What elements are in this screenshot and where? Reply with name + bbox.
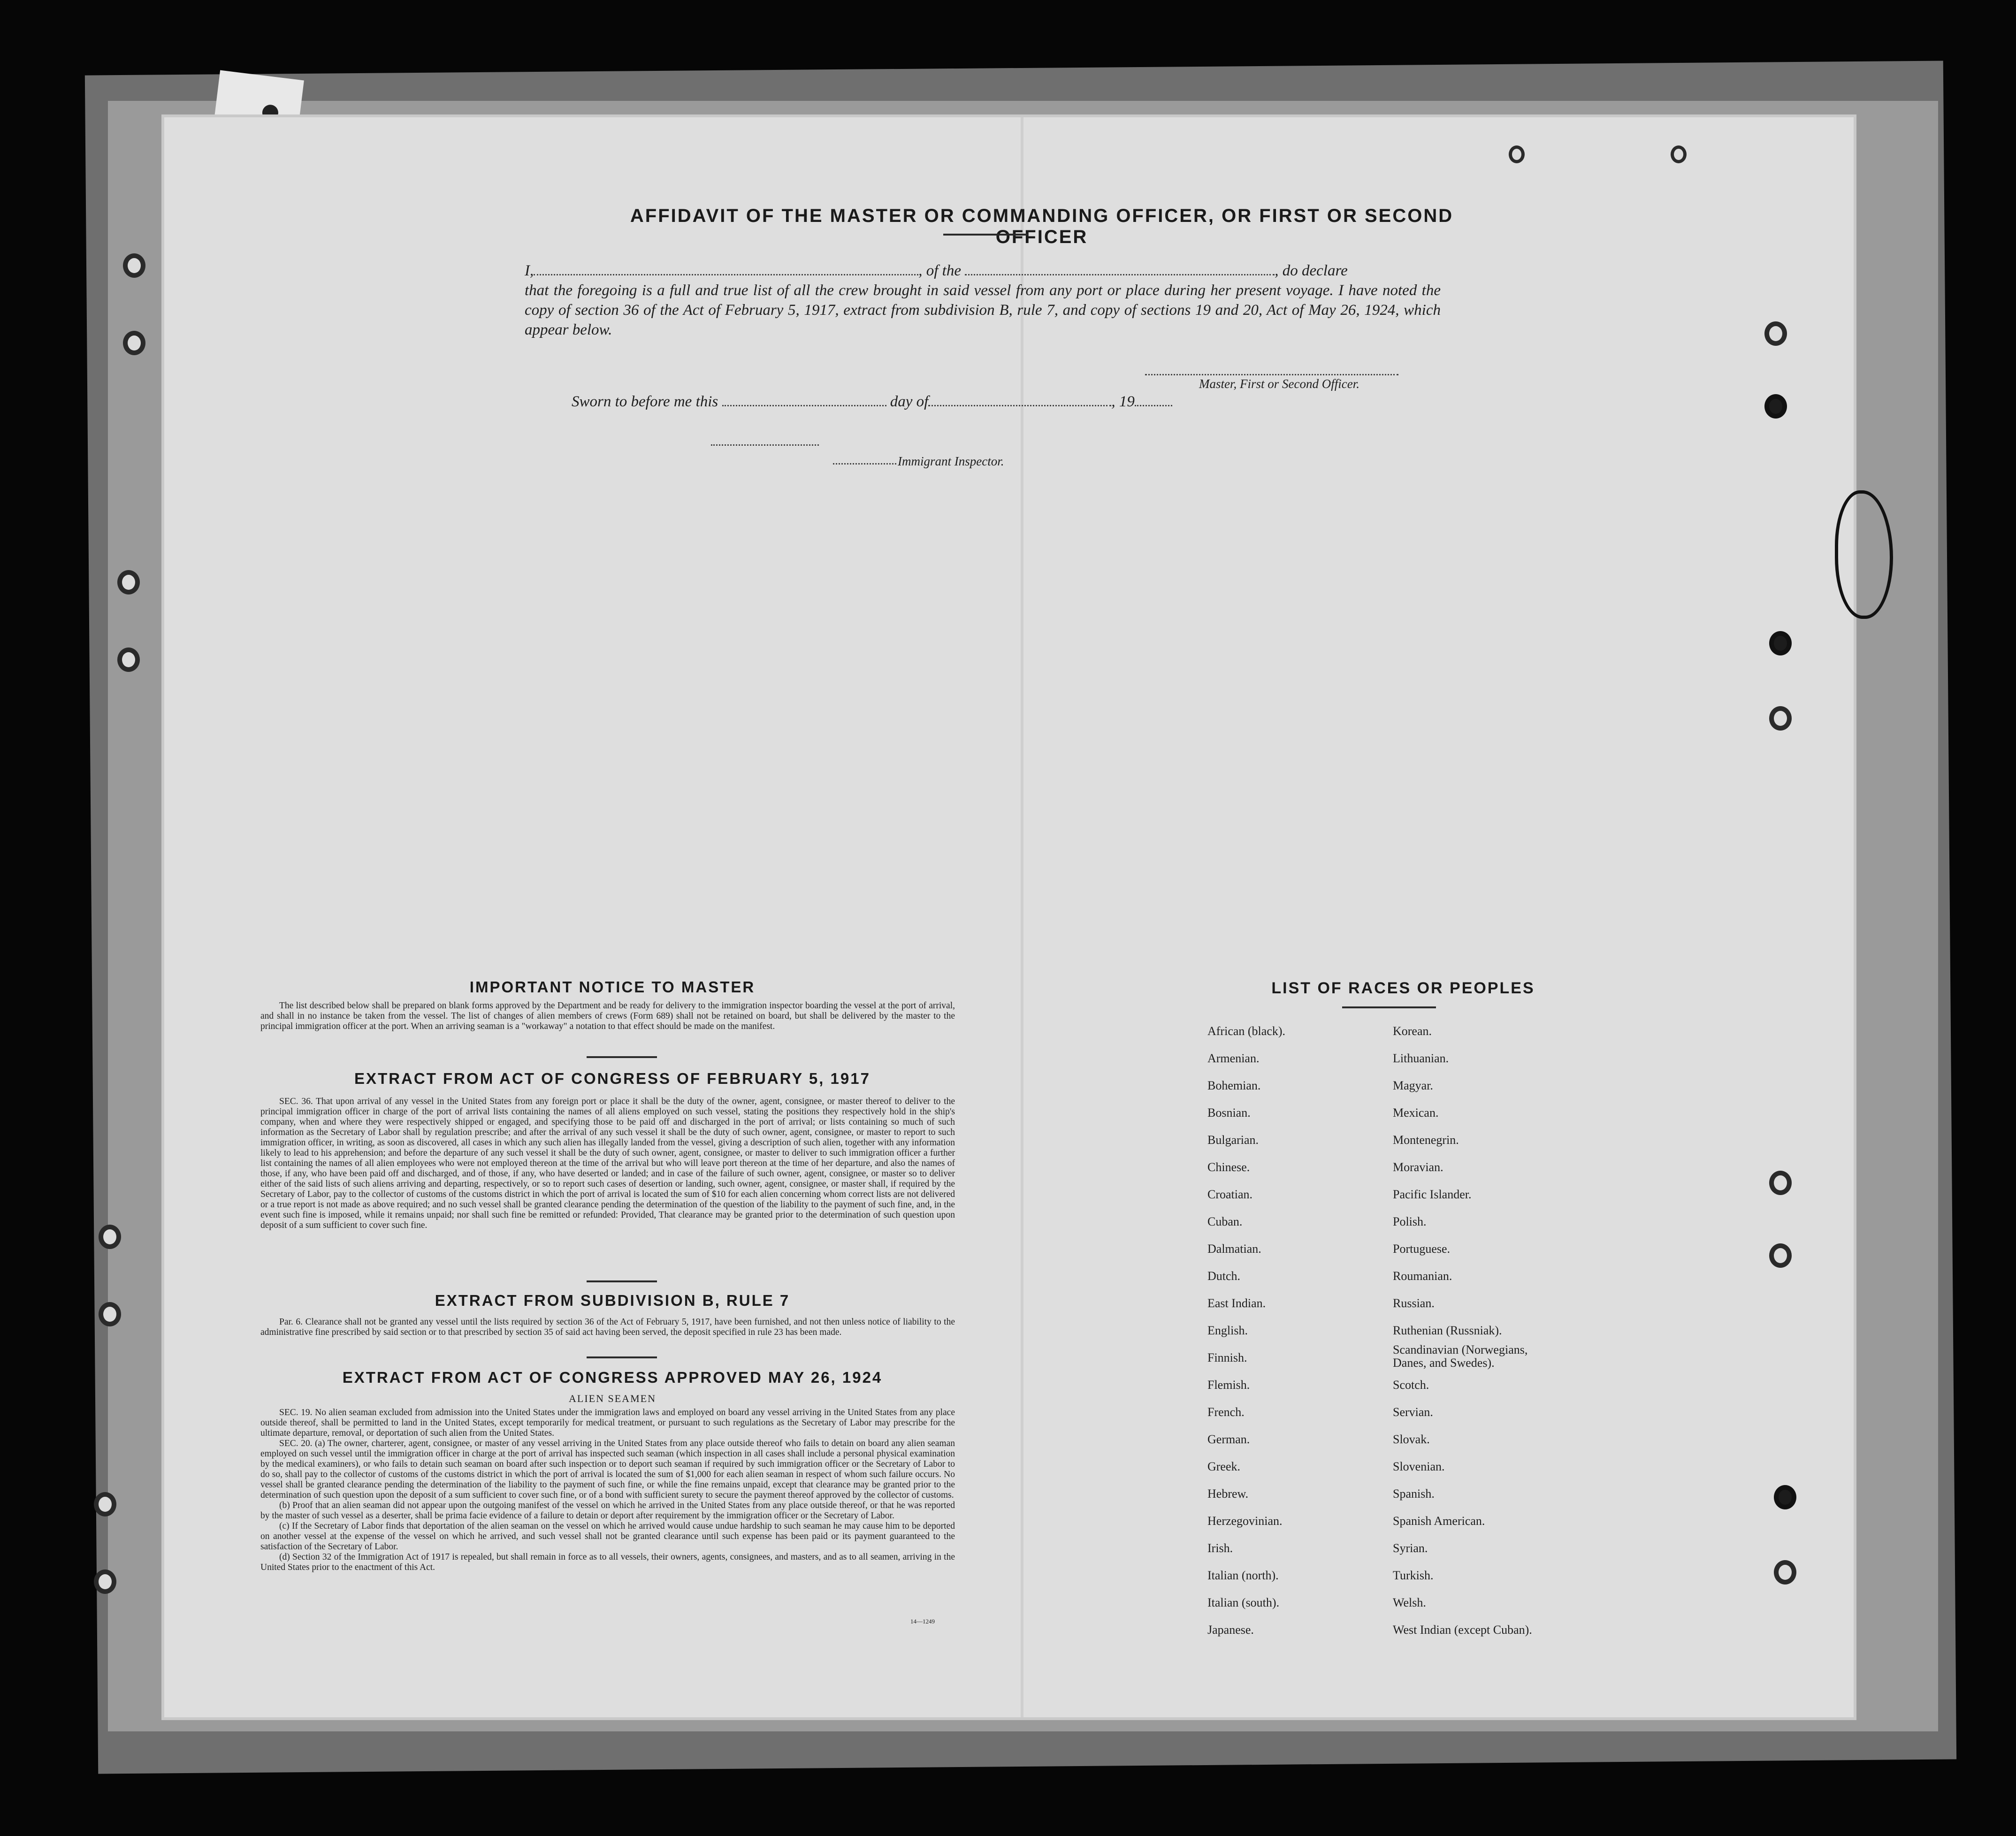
page-fold (1021, 117, 1023, 1717)
race-entry: Lithuanian. (1393, 1051, 1449, 1065)
extract-1917-title: EXTRACT FROM ACT OF CONGRESS OF FEBRUARY 5, 1917 (354, 1070, 871, 1087)
punch-hole (1769, 1243, 1792, 1268)
race-entry: Syrian. (1393, 1541, 1428, 1555)
race-entry: Scotch. (1393, 1378, 1429, 1392)
inspector-signature-line (711, 444, 819, 446)
extract-1924-body (260, 1408, 955, 1573)
name-blank (534, 264, 918, 275)
race-entry: Scandinavian (Norwegians, Danes, and Swedes). (1393, 1343, 1528, 1370)
day-blank (722, 395, 886, 406)
master-signature-line (1145, 374, 1398, 375)
race-entry: Armenian. (1207, 1051, 1260, 1065)
race-entry: Slovenian. (1393, 1460, 1445, 1473)
extract-rule7-title: EXTRACT FROM SUBDIVISION B, RULE 7 (435, 1292, 790, 1309)
extract-1917-body (260, 1097, 955, 1231)
punch-hole (94, 1492, 116, 1516)
sworn-prefix: Sworn to before me this (572, 393, 718, 410)
alien-seamen-subtitle: ALIEN SEAMEN (569, 1393, 656, 1404)
notice-body (260, 1001, 955, 1032)
punch-hole (117, 648, 140, 672)
form-number: 14—1249 (910, 1618, 935, 1625)
punch-hole (1769, 631, 1792, 655)
race-entry: Dalmatian. (1207, 1242, 1261, 1256)
punch-hole (1671, 145, 1687, 163)
races-title: LIST OF RACES OR PEOPLES (1271, 979, 1535, 997)
race-entry: German. (1207, 1432, 1250, 1446)
punch-hole (1509, 145, 1525, 163)
race-entry: Servian. (1393, 1405, 1433, 1419)
race-entry: Mexican. (1393, 1106, 1439, 1120)
punch-hole (123, 253, 145, 278)
race-entry: Bosnian. (1207, 1106, 1251, 1120)
sec-20d-text: (d) Section 32 of the Immigration Act of 1917 is repealed, but shall remain in force as to all vessels, their owners, agents, consignees, and masters, and as to all seamen, arriving in the United States prior to the enactment of this Act. (260, 1552, 955, 1572)
race-entry: East Indian. (1207, 1296, 1266, 1310)
race-entry: Finnish. (1207, 1351, 1247, 1364)
races-divider (1342, 1006, 1436, 1008)
day-of-label: day of (890, 393, 929, 410)
month-blank (928, 395, 1111, 406)
race-entry: Spanish American. (1393, 1514, 1485, 1528)
affidavit-do-declare: , do declare (1275, 262, 1348, 279)
sec-20b-text: (b) Proof that an alien seaman did not appear upon the outgoing manifest of the vessel on which he arrived in the United States from any place outside thereof, or that he was reported by the master of such vessel as a deserter, shall be prima facie evidence of a failure to detain or deport after requirement by the immigration officer or the Secretary of Labor. (260, 1501, 955, 1521)
affidavit-i: I, (525, 262, 534, 279)
sec-20c-text: (c) If the Secretary of Labor finds that deportation of the alien seaman on the vessel on which he arrived would cause undue hardship to such seaman he may cause him to be deported on another vessel at the expense of the vessel on which he arrived, and such vessel shall not be granted clearance until such expense has been paid or its payment guaranteed to the satisfaction of the Secretary of Labor. (260, 1521, 955, 1552)
race-entry: Irish. (1207, 1541, 1233, 1555)
section-divider (587, 1356, 657, 1358)
affidavit-statement: that the foregoing is a full and true list of all the crew brought in said vessel from any port or place during her present voyage. I have noted the copy of section 36 of the Act of February 5, 1917, extract from subdivision B, rule 7, and copy of sections 19 and 20, Act of May 26, 1924, which appear below. (525, 282, 1441, 338)
race-entry: Russian. (1393, 1296, 1435, 1310)
punch-hole (123, 331, 145, 355)
race-entry: Bohemian. (1207, 1079, 1261, 1092)
race-entry: Portuguese. (1393, 1242, 1451, 1256)
punch-hole (94, 1569, 116, 1594)
section-divider (587, 1056, 657, 1058)
race-entry: Hebrew. (1207, 1487, 1249, 1501)
race-entry: Pacific Islander. (1393, 1188, 1472, 1201)
race-entry: Herzegovinian. (1207, 1514, 1283, 1528)
punch-hole (1774, 1560, 1796, 1585)
punch-hole (1774, 1485, 1796, 1509)
race-entry: Japanese. (1207, 1623, 1254, 1637)
race-entry: Magyar. (1393, 1079, 1433, 1092)
punch-hole (117, 570, 140, 594)
inspector-label: Immigrant Inspector. (898, 454, 1004, 468)
punch-hole (1764, 394, 1787, 419)
punch-hole (99, 1225, 121, 1249)
par-6-text: Par. 6. Clearance shall not be granted any vessel until the lists required by section 36 of the Act of February 5, 1917, have been furnished, and not then unless notice of liability to the administrative fine prescribed by said section or to that prescribed by section 35 of said act having been served, the deposit specified in rule 23 has been made. (260, 1317, 955, 1337)
race-entry: Polish. (1393, 1215, 1427, 1228)
affidavit-title: AFFIDAVIT OF THE MASTER OR COMMANDING OFFICER, OR FIRST OR SECOND OFFICER (630, 206, 1454, 247)
race-entry: Welsh. (1393, 1596, 1426, 1609)
race-entry: Bulgarian. (1207, 1133, 1259, 1147)
race-entry: Flemish. (1207, 1378, 1250, 1392)
sworn-line (572, 393, 1275, 411)
race-entry: Moravian. (1393, 1160, 1443, 1174)
inspector-signature-line (833, 463, 896, 465)
sec-36-text: SEC. 36. That upon arrival of any vessel in the United States from any foreign port or place it shall be the duty of the owner, agent, consignee, or master thereof to deliver to the principal immigration officer in charge of the port of arrival lists containing the names of all aliens employed on such vessel, stating the positions they respectively hold in the ship's company, when and where they were respectively shipped or engaged, and specifying those to be paid off and discharged in the port of arrival; or lists containing so much of such information as the Secretary of Labor shall by regulation prescribe; and after the arrival of any such vessel it shall be the duty of such owner, agent, consignee, or master to report to such immigration officer, in writing, as soon as discovered, all cases in which any such alien has illegally landed from the vessel, giving a description of such alien, together with any information likely to lead to his apprehension; and before the departure of any such vessel it shall be the duty of such owner, agent, consignee, or master to deliver to such immigration officer a further list containing the names of all alien employees who were not employed thereon at the time of the arrival but who will leave port thereon at the time of her departure, and also the names of those, if any, who have been paid off and discharged, and of those, if any, who have deserted or landed; and in case of the failure of such owner, agent, consignee, or master so to deliver either of the said lists of such aliens arriving and departing, respectively, or so to report such cases of desertion or landing, such owner, agent, consignee, or master shall, if required by the Secretary of Labor, pay to the collector of customs of the customs district in which the port of arrival is located the sum of $10 for each alien concerning whom correct lists are not delivered or a true report is not made as above required; and no such vessel shall be granted clearance pending the determination of the question of the liability to the payment of such fine, and, in the event such fine is imposed, while it remains unpaid; nor shall such fine be remitted or refunded: Provided, That clearance may be granted prior to the determination of such question upon deposit of a sum sufficient to cover such fine. (260, 1097, 955, 1230)
year-prefix: , 19 (1111, 393, 1135, 410)
title-divider (943, 234, 1028, 236)
race-entry: Montenegrin. (1393, 1133, 1459, 1147)
punch-hole (1769, 1171, 1792, 1195)
race-entry: Turkish. (1393, 1569, 1434, 1582)
section-divider (587, 1280, 657, 1282)
affidavit-body (525, 261, 1441, 340)
race-entry: Cuban. (1207, 1215, 1243, 1228)
extract-rule7-body (260, 1317, 955, 1338)
extract-1924-title: EXTRACT FROM ACT OF CONGRESS APPROVED MAY 26, 1924 (342, 1369, 883, 1386)
race-entry: Dutch. (1207, 1269, 1241, 1283)
race-entry: Roumanian. (1393, 1269, 1452, 1283)
punch-hole (1764, 321, 1787, 346)
race-entry: Croatian. (1207, 1188, 1253, 1201)
punch-hole (99, 1302, 121, 1326)
affidavit-of-the: , of the (918, 262, 961, 279)
race-entry: Ruthenian (Russniak). (1393, 1324, 1502, 1337)
race-entry: African (black). (1207, 1024, 1286, 1038)
race-entry: Italian (north). (1207, 1569, 1279, 1582)
race-entry: Spanish. (1393, 1487, 1435, 1501)
master-label: Master, First or Second Officer. (1199, 377, 1359, 391)
race-entry: West Indian (except Cuban). (1393, 1623, 1532, 1637)
notice-title: IMPORTANT NOTICE TO MASTER (469, 978, 756, 996)
sec-19-text: SEC. 19. No alien seaman excluded from admission into the United States under the immigration laws and employed on board any vessel arriving in the United States from any place outside thereof, shall be permitted to land in the United States, except temporarily for medical treatment, or pursuant to such regulations as the Secretary of Labor may prescribe for the ultimate departure, removal, or deportation of such alien from the United States. (260, 1408, 955, 1438)
race-entry: Slovak. (1393, 1432, 1430, 1446)
race-entry: French. (1207, 1405, 1245, 1419)
year-blank (1135, 395, 1172, 406)
sec-20a-text: SEC. 20. (a) The owner, charterer, agent, consignee, or master of any vessel arriving in the United States from any place outside thereof who fails to detain on board any alien seaman employed on such vessel until the immigration officer in charge at the port of arrival has inspected such seaman (which inspection in all cases shall include a personal physical examination by the medical examiners), or who fails to detain such seaman on board after such inspection or to deport such seaman if required by such immigration officer or the Secretary of Labor to do so, shall pay to the collector of customs of the customs district in which the port of arrival is located the sum of $1,000 for each alien seaman in respect of whom such failure occurs. No vessel shall be granted clearance pending the determination of the liability to the payment of such fine, or while the fine remains unpaid, except that clearance may be granted prior to the determination of such question upon the deposit of a sum sufficient to cover such fine, or of a bond with sufficient surety to secure the payment thereof approved by the collector of customs. (260, 1439, 955, 1500)
race-entry: Chinese. (1207, 1160, 1250, 1174)
notice-text: The list described below shall be prepared on blank forms approved by the Department and be ready for delivery to the immigration inspector boarding the vessel at the port of arrival, and shall in no instance be taken from the vessel. The list of changes of alien members of crews (Form 689) shall not be retained on board, but shall be delivered by the master to the principal immigration officer at the port. When an arriving seaman is a "workaway" a notation to that effect should be made on the manifest. (260, 1001, 955, 1031)
punch-hole (1769, 706, 1792, 731)
vessel-blank (965, 264, 1275, 275)
race-entry: Greek. (1207, 1460, 1241, 1473)
race-entry: Korean. (1393, 1024, 1432, 1038)
race-entry: English. (1207, 1324, 1248, 1337)
race-entry: Italian (south). (1207, 1596, 1280, 1609)
